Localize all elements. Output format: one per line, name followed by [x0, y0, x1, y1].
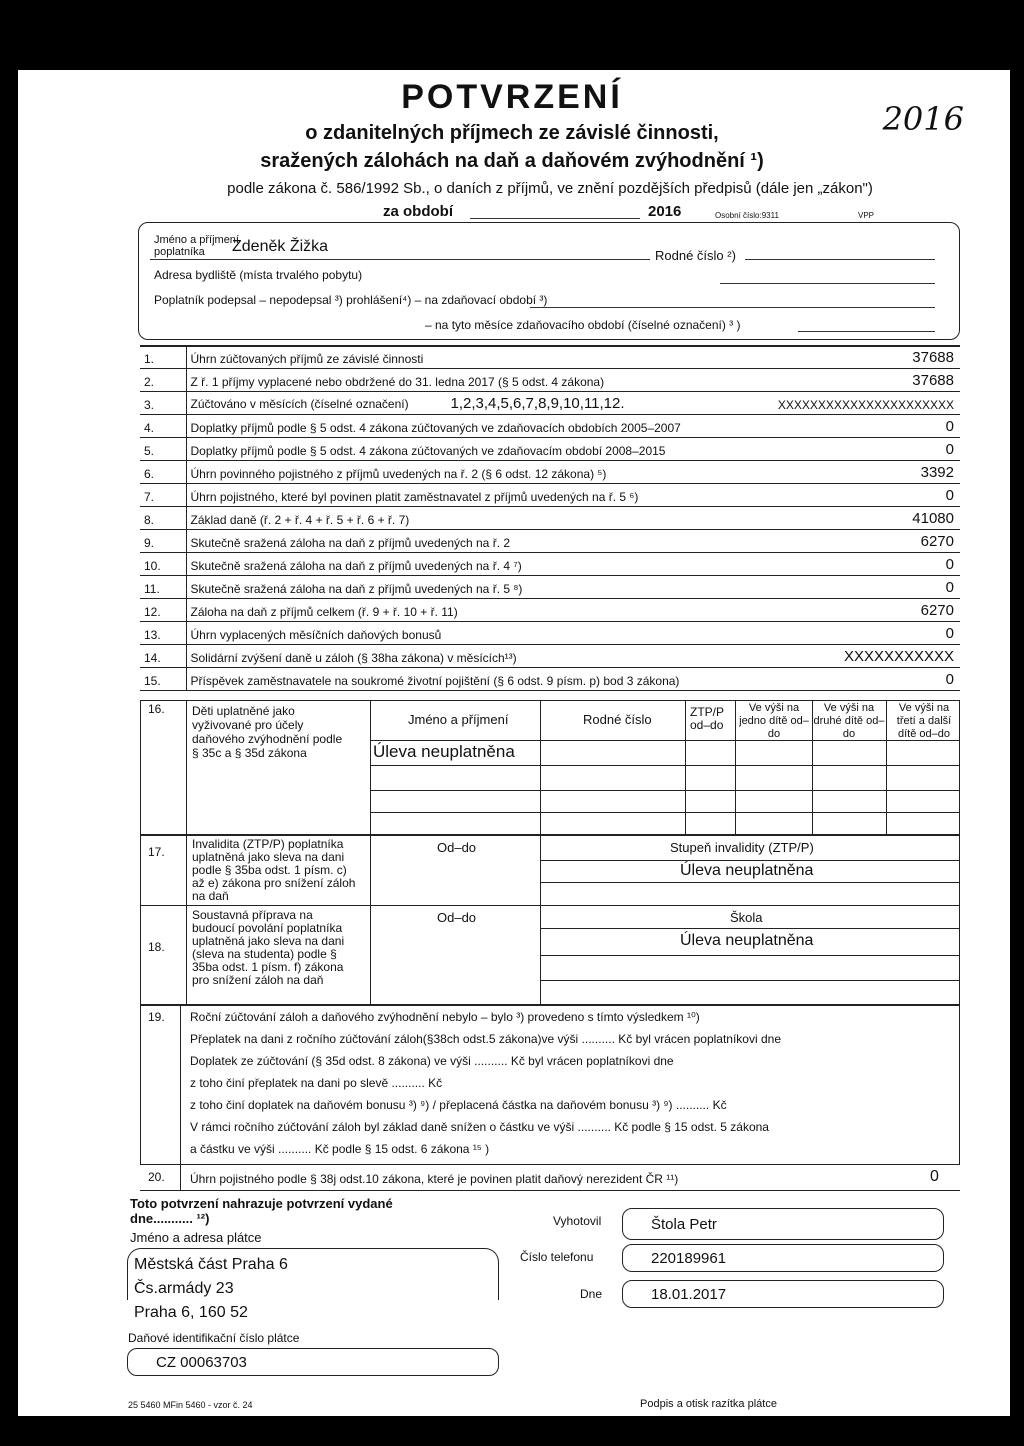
- settlement-line-1: Roční zúčtování záloh a daňového zvýhodnění nebylo – bylo ³) provedeno s tímto výsledkem ¹⁰): [190, 1010, 700, 1024]
- document-title: POTVRZENÍ: [401, 78, 623, 116]
- taxpayer-name: Zdeněk Žižka: [232, 238, 329, 255]
- dic-value: CZ 00063703: [127, 1348, 499, 1376]
- settlement-line-6: V rámci ročního zúčtování záloh byl základ daně snížen o částku ve výši .......... Kč podle § 15 odst. 5 zákona: [190, 1120, 769, 1134]
- settlement-line-2: Přeplatek na dani z ročního zúčtování záloh(§38ch odst.5 zákona)ve výši .......... Kč byl vrácen poplatníkovi dne: [190, 1032, 781, 1046]
- settlement-line-5: z toho činí doplatek na daňovém bonusu ³) ⁹) / přeplacená částka na daňovém bonusu ³) ⁹) .......... Kč: [190, 1098, 727, 1112]
- name-label: Jméno a příjmení poplatníka: [154, 234, 239, 258]
- table-row: 9. Skutečně sražená záloha na daň z příjmů uvedených na ř. 2 6270: [140, 529, 960, 552]
- table-row: 14. Solidární zvýšení daně u záloh (§ 38ha zákona) v měsících¹³) XXXXXXXXXXX: [140, 644, 960, 667]
- vpp-label: VPP: [858, 211, 875, 220]
- payer-label: Jméno a adresa plátce: [130, 1230, 262, 1245]
- table-row: 10. Skutečně sražená záloha na daň z příjmů uvedených na ř. 4 ⁷) 0: [140, 552, 960, 575]
- date-label: Dne: [580, 1287, 603, 1301]
- row-20-number: 20.: [148, 1170, 165, 1184]
- income-table: [140, 345, 960, 691]
- children-value: Úleva neuplatněna: [373, 742, 515, 761]
- payer-line-3: Praha 6, 160 52: [134, 1304, 248, 1321]
- table-row: 7. Úhrn pojistného, které byl povinen platit zaměstnavatel z příjmů uvedených na ř. 5 ⁶) 0: [140, 483, 960, 506]
- subtitle-line-1: o zdanitelných příjmech ze závislé činnosti,: [305, 122, 719, 144]
- student-value: Úleva neuplatněna: [680, 932, 814, 949]
- payer-line-2: Čs.armády 23: [134, 1280, 234, 1297]
- settlement-line-7: a částku ve výši .......... Kč podle § 15 odst. 6 zákona ¹⁵ ): [190, 1142, 490, 1156]
- invalidity-col-period: Od–do: [437, 840, 477, 855]
- form-code: 25 5460 MFin 5460 - vzor č. 24: [128, 1400, 253, 1410]
- col-third-child: Ve výši na třetí a další dítě od–do: [896, 702, 952, 740]
- months-label: – na tyto měsíce zdaňovacího období (číselné označení) ³ ): [425, 318, 741, 332]
- handwritten-year: 2016: [882, 100, 964, 138]
- table-row: 2. Z ř. 1 příjmy vyplacené nebo obdržené do 31. ledna 2017 (§ 5 odst. 4 zákona) 37688: [140, 368, 960, 391]
- row-18-number: 18.: [148, 940, 165, 954]
- table-row: 1. Úhrn zúčtovaných příjmů ze závislé činnosti 37688: [140, 345, 960, 368]
- period-value: 2016: [648, 203, 682, 220]
- declaration-text: Poplatník podepsal – nepodepsal ³) prohlášení⁴) – na zdaňovací období ³): [154, 293, 548, 307]
- col-child-name: Jméno a příjmení: [408, 712, 509, 727]
- law-reference: podle zákona č. 586/1992 Sb., o daních z příjmů, ve znění pozdějších předpisů (dále jen „zákon"): [227, 180, 873, 197]
- nonresident-value: 0: [930, 1168, 939, 1185]
- date-value: 18.01.2017: [622, 1280, 944, 1308]
- nonresident-label: Úhrn pojistného podle § 38j odst.10 zákona, které je povinen platit daňový nerezident ČR ¹¹): [190, 1172, 679, 1186]
- table-row: 6. Úhrn povinného pojistného z příjmů uvedených na ř. 2 (§ 6 odst. 12 zákona) ⁵) 3392: [140, 460, 960, 483]
- phone-label: Číslo telefonu: [520, 1250, 594, 1264]
- table-row: 4. Doplatky příjmů podle § 5 odst. 4 zákona zúčtovaných ve zdaňovacích obdobích 2005–2007 0: [140, 414, 960, 437]
- table-row: 3. Zúčtováno v měsících (číselné označení) 1,2,3,4,5,6,7,8,9,10,11,12. XXXXXXXXXXXXXXXXXXXXXX: [140, 391, 960, 414]
- replaces-note: Toto potvrzení nahrazuje potvrzení vydané dne........... ¹²): [130, 1196, 393, 1226]
- phone-value: 220189961: [622, 1244, 944, 1272]
- personal-number: Osobní číslo:9311: [715, 211, 779, 220]
- children-label: Děti uplatněné jako vyživované pro účely daňového zvýhodnění podle § 35c a § 35d zákona: [192, 704, 343, 760]
- table-row: 11. Skutečně sražená záloha na daň z příjmů uvedených na ř. 5 ⁸) 0: [140, 575, 960, 598]
- col-second-child: Ve výši na druhé dítě od–do: [813, 702, 885, 740]
- student-col-period: Od–do: [437, 910, 477, 925]
- invalidity-col-degree: Stupeň invalidity (ZTP/P): [670, 840, 814, 855]
- table-row: 12. Záloha na daň z příjmů celkem (ř. 9 + ř. 10 + ř. 11) 6270: [140, 598, 960, 621]
- table-row: 15. Příspěvek zaměstnavatele na soukromé životní pojištění (§ 6 odst. 9 písm. p) bod 3 zákona) 0: [140, 667, 960, 690]
- row-17-number: 17.: [148, 845, 165, 859]
- table-row: 13. Úhrn vyplacených měsíčních daňových bonusů 0: [140, 621, 960, 644]
- period-label: za období: [383, 203, 453, 220]
- birth-number-label: Rodné číslo ²): [655, 248, 736, 263]
- table-row: 8. Základ daně (ř. 2 + ř. 4 + ř. 5 + ř. 6 + ř. 7) 41080: [140, 506, 960, 529]
- row-16-number: 16.: [148, 702, 165, 716]
- col-ztp: ZTP/P od–do: [690, 705, 724, 732]
- student-col-school: Škola: [730, 910, 763, 925]
- address-label: Adresa bydliště (místa trvalého pobytu): [154, 268, 363, 282]
- invalidity-label: Invalidita (ZTP/P) poplatníka uplatněná jako sleva na dani podle § 35ba odst. 1 písm. c) až e) zákona pro snížení záloh na daň: [192, 837, 356, 903]
- col-child-birth: Rodné číslo: [583, 712, 652, 727]
- settlement-line-4: z toho činí přeplatek na dani po slevě .......... Kč: [190, 1076, 443, 1090]
- dic-label: Daňové identifikační číslo plátce: [128, 1331, 300, 1345]
- invalidity-value: Úleva neuplatněna: [680, 862, 814, 879]
- signature-label: Podpis a otisk razítka plátce: [640, 1398, 777, 1410]
- table-row: 5. Doplatky příjmů podle § 5 odst. 4 zákona zúčtovaných ve zdaňovacím období 2008–2015 0: [140, 437, 960, 460]
- subtitle-line-2: sražených zálohách na daň a daňovém zvýhodnění ¹): [260, 150, 764, 172]
- issued-by-value: Štola Petr: [622, 1208, 944, 1240]
- student-label: Soustavná příprava na budoucí povolání poplatníka uplatněná jako sleva na dani (sleva na studenta) podle § 35ba odst. 1 písm. f) zákona pro snížení záloh na daň: [192, 908, 345, 987]
- row-19-number: 19.: [148, 1010, 165, 1024]
- settlement-line-3: Doplatek ze zúčtování (§ 35d odst. 8 zákona) ve výši .......... Kč byl vrácen poplatníkovi dne: [190, 1054, 674, 1068]
- issued-by-label: Vyhotovil: [553, 1214, 602, 1228]
- col-first-child: Ve výši na jedno dítě od–do: [739, 702, 809, 740]
- payer-line-1: Městská část Praha 6: [134, 1256, 288, 1273]
